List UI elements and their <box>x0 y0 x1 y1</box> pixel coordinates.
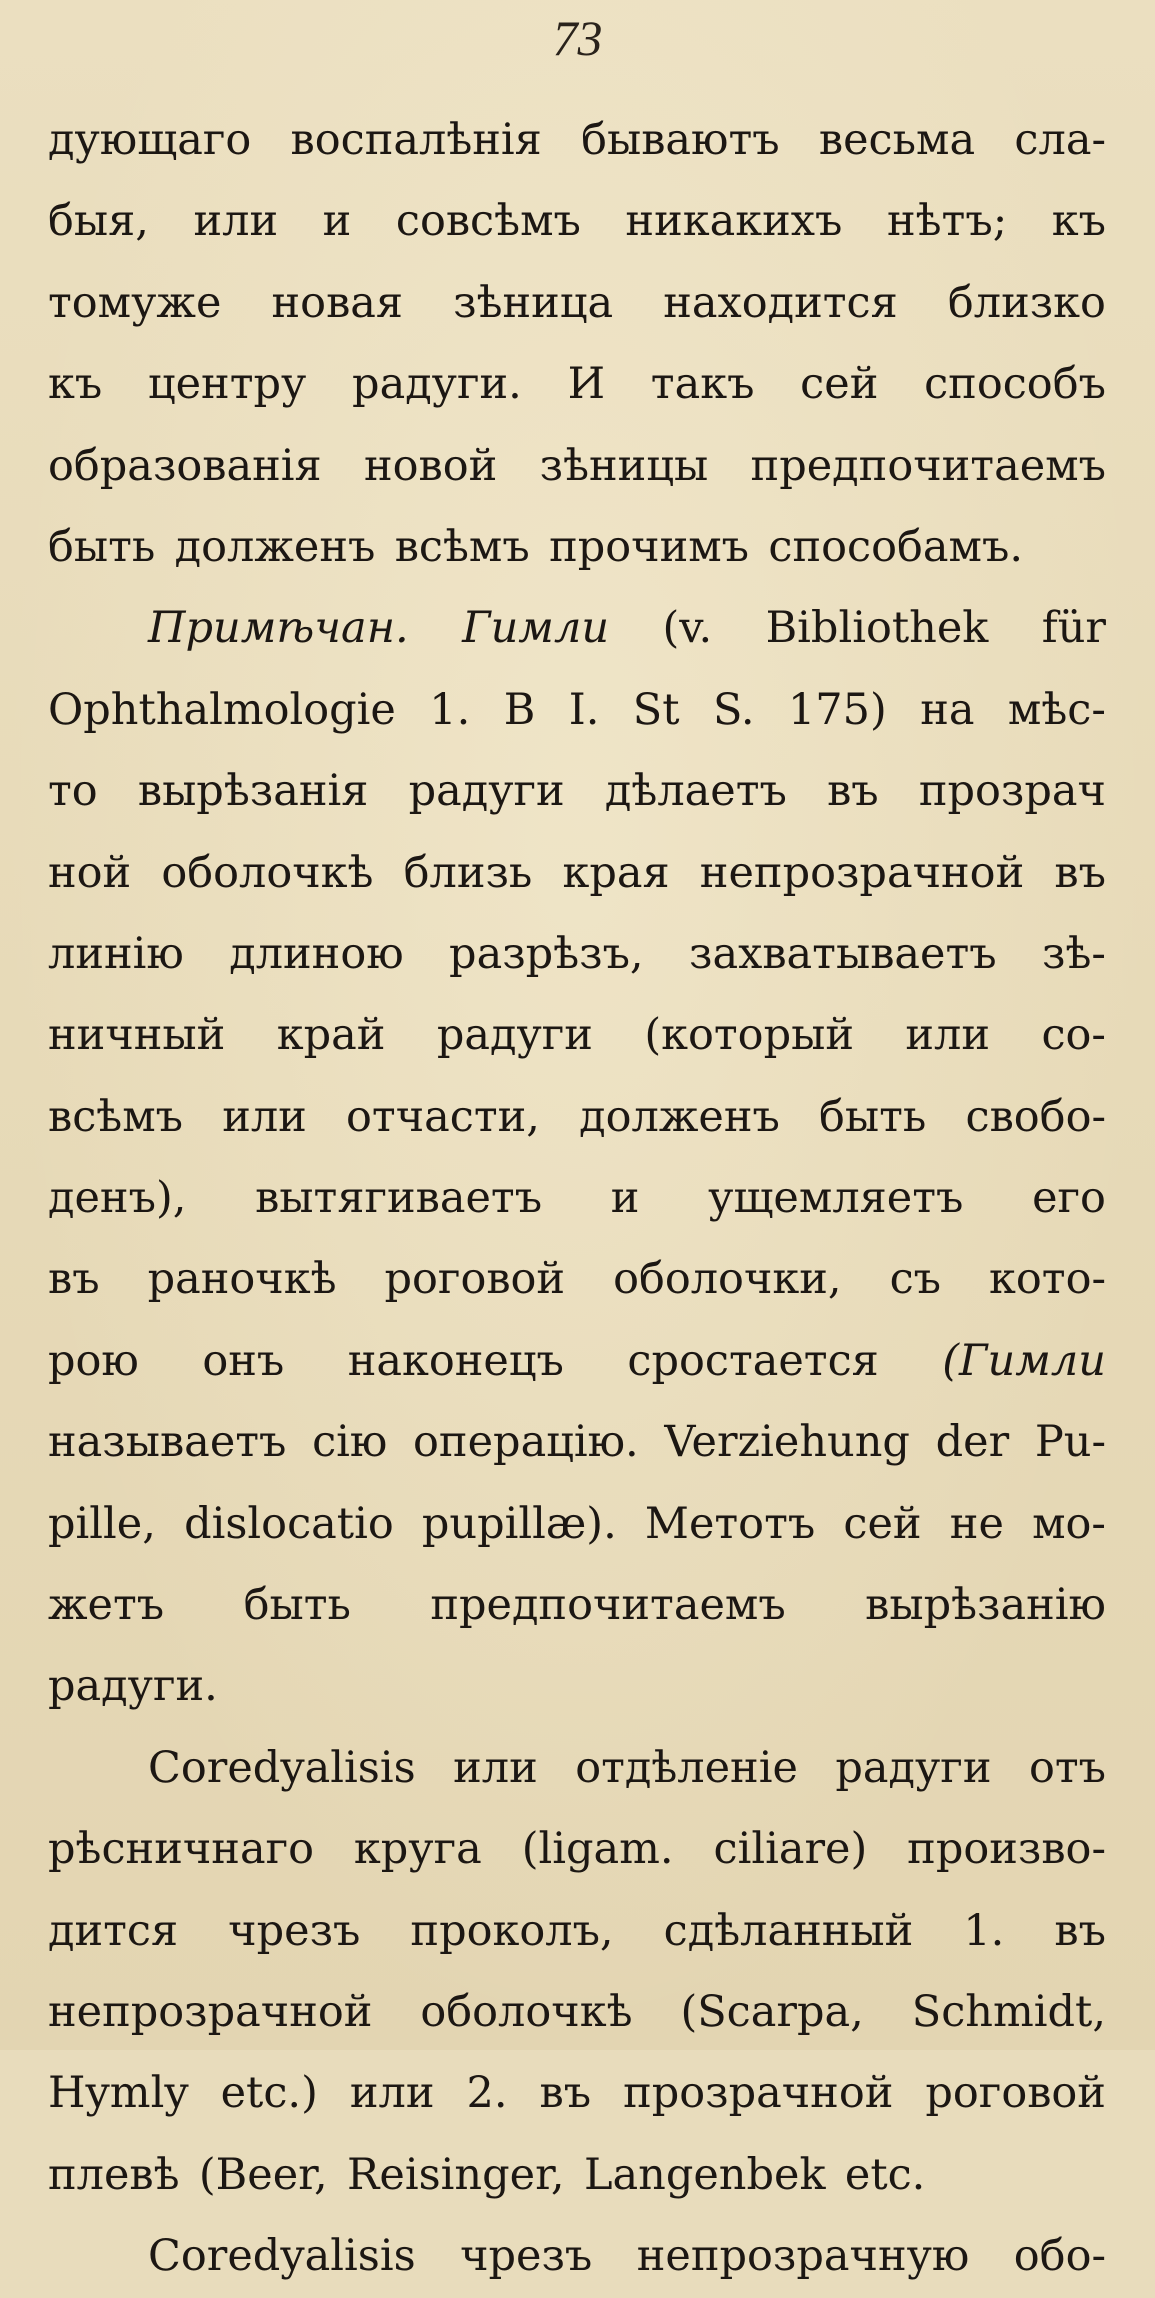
text-line <box>48 751 1106 832</box>
word: рѣсничнаго <box>48 1824 314 1875</box>
word: непрозрачной <box>699 847 1025 898</box>
word: Pu- <box>1034 1417 1106 1468</box>
text-line <box>48 507 1106 588</box>
word: Ophthalmologie <box>48 684 396 735</box>
word: непрозрачной <box>48 1986 373 2037</box>
text-line <box>48 263 1106 344</box>
word: Schmidt, <box>911 1986 1106 2037</box>
word: обо- <box>1013 2231 1106 2282</box>
word: Coredyalisis <box>148 2231 416 2282</box>
text-line <box>48 2053 1106 2134</box>
word: томуже <box>48 277 222 328</box>
word: pille, <box>48 1498 156 1549</box>
word: на <box>920 684 975 735</box>
word: всѣмъ <box>48 1091 184 1142</box>
word: края <box>562 847 670 898</box>
word: плевѣ <box>48 2149 180 2200</box>
word: новая <box>271 277 404 328</box>
word: въ <box>48 1254 100 1305</box>
text-line <box>48 833 1106 914</box>
word: 175) <box>787 684 887 735</box>
word: отъ <box>1028 1742 1106 1793</box>
text-line <box>48 670 1106 751</box>
word: 2. <box>466 2068 508 2119</box>
word: рою <box>48 1335 139 1386</box>
word: длиною <box>229 928 404 979</box>
word: къ <box>48 359 103 410</box>
word: долженъ <box>579 1091 780 1142</box>
word: чрезъ <box>460 2231 593 2282</box>
word: роговой <box>925 2068 1106 2119</box>
word: сію <box>312 1417 388 1468</box>
text-line <box>48 1809 1106 1890</box>
text-line <box>48 1565 1106 1646</box>
word: и <box>322 196 352 247</box>
word: радуги <box>408 766 565 817</box>
word: ничный <box>48 1010 226 1061</box>
word: проколъ, <box>410 1905 614 1956</box>
word: вытягиваетъ <box>255 1173 543 1224</box>
word: (v. <box>662 603 713 654</box>
word: захватываетъ <box>689 928 997 979</box>
word: S. <box>712 684 755 735</box>
text-line <box>48 2216 1106 2297</box>
text-line <box>48 1891 1106 1972</box>
word: für <box>1041 603 1106 654</box>
word: Примѣчан. <box>148 603 409 654</box>
word: ciliare) <box>713 1824 868 1875</box>
word: кото- <box>989 1254 1106 1305</box>
word: съ <box>889 1254 942 1305</box>
word: жетъ <box>48 1580 165 1631</box>
word: Метотъ <box>644 1498 816 1549</box>
word: дующаго <box>48 115 252 165</box>
word: быя, <box>48 196 149 247</box>
word: предпочитаемъ <box>750 440 1106 491</box>
word: или <box>193 196 279 247</box>
word: способъ <box>924 359 1106 410</box>
word: etc. <box>844 2149 926 2200</box>
text-line <box>48 1484 1106 1565</box>
word: сростается <box>627 1335 879 1386</box>
word: Coredyalisis <box>148 1742 416 1793</box>
word: Hymly <box>48 2068 189 2119</box>
word: край <box>276 1010 386 1061</box>
word: Гимли <box>462 603 610 654</box>
word: И <box>567 359 606 410</box>
text-line <box>48 588 1106 669</box>
word: (Гимли <box>942 1335 1106 1386</box>
word: и <box>610 1173 640 1224</box>
text-line <box>48 426 1106 507</box>
body-text <box>48 100 1106 2298</box>
word: вырѣзанію <box>865 1580 1106 1631</box>
text-line <box>48 995 1106 1076</box>
word: или <box>453 1742 538 1793</box>
word: быть <box>819 1091 927 1142</box>
word: радуги <box>835 1742 992 1793</box>
word: совсѣмъ <box>395 196 581 247</box>
word: способамъ. <box>768 521 1023 572</box>
word: оболочкѣ <box>161 847 374 898</box>
word: прозрачной <box>623 2068 894 2119</box>
word: дится <box>48 1905 179 1956</box>
word: находится <box>663 277 898 328</box>
word: зѣ- <box>1042 928 1106 979</box>
word: не <box>949 1498 1004 1549</box>
word: онъ <box>202 1335 285 1386</box>
word: Verziehung <box>664 1417 910 1468</box>
word: роговой <box>384 1254 566 1305</box>
word: произво- <box>907 1824 1106 1875</box>
text-line <box>48 1239 1106 1320</box>
word: (Beer, <box>198 2149 328 2200</box>
word: операцію. <box>413 1417 639 1468</box>
word: называетъ <box>48 1417 287 1468</box>
word: близко <box>947 277 1106 328</box>
word: прочимъ <box>549 521 750 572</box>
word: близь <box>403 847 533 898</box>
word: въ <box>1054 1905 1106 1956</box>
word: радуги. <box>352 359 522 410</box>
word: прозрач <box>918 766 1106 817</box>
word: со- <box>1041 1010 1106 1061</box>
word: Reisinger, <box>347 2149 565 2200</box>
word: радуги <box>436 1010 593 1061</box>
text-line <box>48 1402 1106 1483</box>
text-line <box>48 914 1106 995</box>
word: въ <box>1054 847 1106 898</box>
word: зѣницы <box>539 440 709 491</box>
word: мѣс- <box>1007 684 1106 735</box>
word: свобо- <box>965 1091 1106 1142</box>
word: новой <box>364 440 498 491</box>
text-line <box>48 1158 1106 1239</box>
word: разрѣзъ, <box>449 928 644 979</box>
word: вырѣзанія <box>137 766 369 817</box>
word: ной <box>48 847 132 898</box>
word: долженъ <box>174 521 376 572</box>
text-line <box>48 1321 1106 1402</box>
text-line <box>48 100 1106 181</box>
text-line <box>48 2135 1106 2216</box>
word: быть <box>48 521 156 572</box>
word: денъ), <box>48 1173 187 1224</box>
word: дѣлаетъ <box>604 766 787 817</box>
word: никакихъ <box>625 196 843 247</box>
word: образованія <box>48 440 322 491</box>
word: оболочкѣ <box>420 1986 633 2037</box>
word: мо- <box>1032 1498 1106 1549</box>
word: круга <box>353 1824 482 1875</box>
word: нѣтъ; <box>886 196 1008 247</box>
text-line <box>48 181 1106 262</box>
word: B <box>503 684 536 735</box>
word: весьма <box>818 115 976 165</box>
word: въ <box>539 2068 592 2119</box>
word: etc.) <box>220 2068 318 2119</box>
word: сла- <box>1014 115 1106 165</box>
word: dislocatio <box>184 1498 394 1549</box>
text-line <box>48 1728 1106 1809</box>
word: или <box>222 1091 307 1142</box>
word: къ <box>1051 196 1106 247</box>
word: der <box>935 1417 1010 1468</box>
word: наконецъ <box>347 1335 564 1386</box>
text-line <box>48 344 1106 425</box>
word: Langenbek <box>583 2149 826 2200</box>
word: зѣница <box>453 277 614 328</box>
word: или <box>349 2068 435 2119</box>
word: предпочитаемъ <box>430 1580 786 1631</box>
word: то <box>48 766 98 817</box>
word: воспалѣнія <box>290 115 542 165</box>
text-line <box>48 1972 1106 2053</box>
word: 1. <box>429 684 471 735</box>
word: такъ <box>650 359 755 410</box>
word: непрозрачную <box>636 2231 970 2282</box>
word: раночкѣ <box>147 1254 337 1305</box>
word: Bibliothek <box>765 603 989 654</box>
word: сдѣланный <box>663 1905 914 1956</box>
word: чрезъ <box>228 1905 361 1956</box>
word: радуги. <box>48 1661 218 1712</box>
word: pupillæ). <box>421 1498 617 1549</box>
word: (Scarpa, <box>680 1986 864 2037</box>
word: отчасти, <box>346 1091 540 1142</box>
word: всѣмъ <box>394 521 530 572</box>
word: ущемляетъ <box>708 1173 964 1224</box>
word: сей <box>800 359 879 410</box>
text-line <box>48 1646 1106 1727</box>
word: быть <box>243 1580 351 1631</box>
word: въ <box>827 766 879 817</box>
word: его <box>1032 1173 1106 1224</box>
word: (ligam. <box>521 1824 674 1875</box>
word: 1. <box>963 1905 1005 1956</box>
word: отдѣленіе <box>575 1742 798 1793</box>
word: центру <box>147 359 307 410</box>
word: сей <box>843 1498 922 1549</box>
page-number: 73 <box>552 10 603 66</box>
word: бываютъ <box>581 115 780 165</box>
word: (который <box>644 1010 854 1061</box>
word: I. <box>568 684 600 735</box>
word: St <box>632 684 680 735</box>
text-line <box>48 1077 1106 1158</box>
word: или <box>905 1010 991 1061</box>
word: линію <box>48 928 184 979</box>
word: оболочки, <box>613 1254 842 1305</box>
